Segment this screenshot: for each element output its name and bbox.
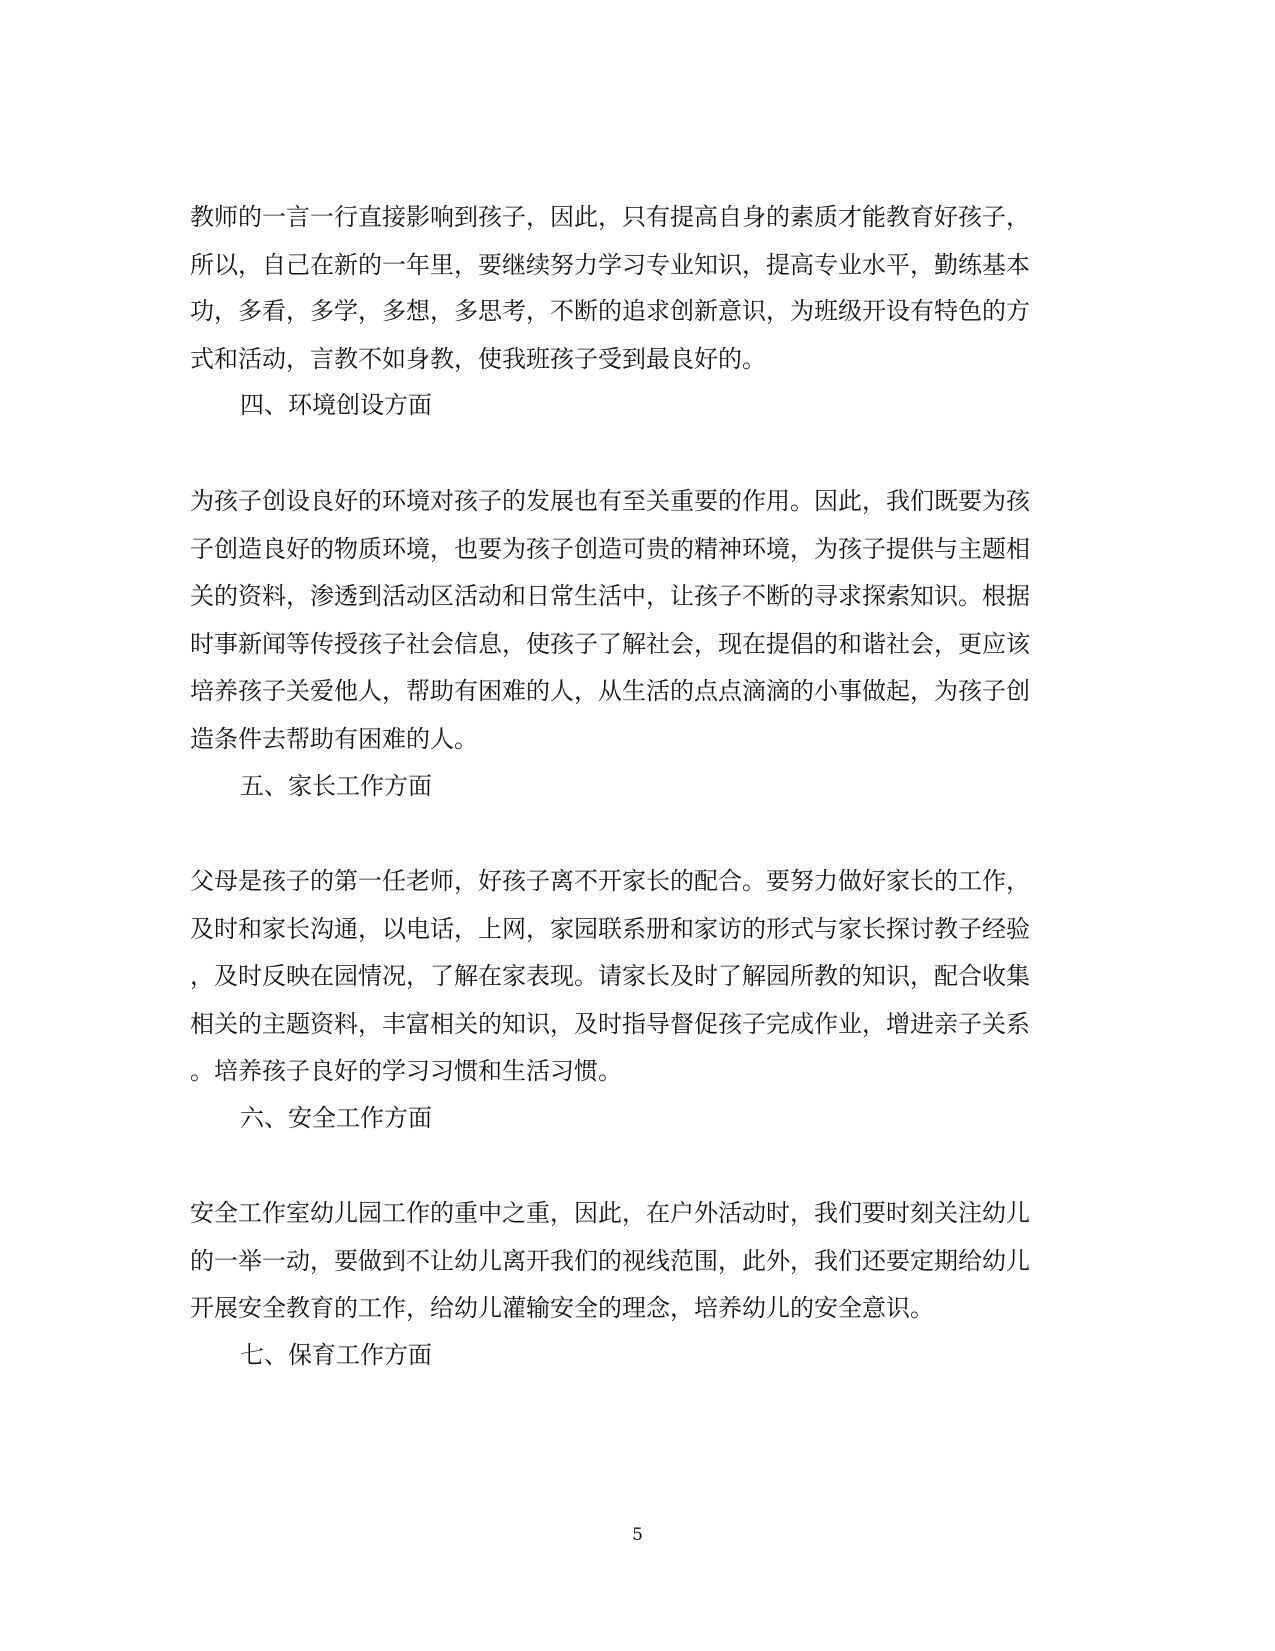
section-heading-safety: 六、安全工作方面 [240,1104,432,1132]
paragraph-line: ，及时反映在园情况，了解在家表现。请家长及时了解园所教的知识，配合收集 [190,962,1030,990]
paragraph-line: 相关的主题资料，丰富相关的知识，及时指导督促孩子完成作业，增进亲子关系 [190,1010,1030,1038]
paragraph-line: 。培养孩子良好的学习习惯和生活习惯。 [190,1057,622,1085]
paragraph-line: 关的资料，渗透到活动区活动和日常生活中，让孩子不断的寻求探索知识。根据 [190,582,1030,610]
paragraph-line: 式和活动，言教不如身教，使我班孩子受到最良好的。 [190,345,766,373]
paragraph-line: 为孩子创设良好的环境对孩子的发展也有至关重要的作用。因此，我们既要为孩 [190,487,1030,515]
section-heading-care: 七、保育工作方面 [240,1341,432,1369]
section-heading-environment: 四、环境创设方面 [240,391,432,419]
paragraph-line: 安全工作室幼儿园工作的重中之重，因此，在户外活动时，我们要时刻关注幼儿 [190,1199,1030,1227]
paragraph-line: 的一举一动，要做到不让幼儿离开我们的视线范围，此外，我们还要定期给幼儿 [190,1247,1030,1275]
paragraph-line: 所以，自己在新的一年里，要继续努力学习专业知识，提高专业水平，勤练基本 [190,251,1030,279]
paragraph-line: 开展安全教育的工作，给幼儿灌输安全的理念，培养幼儿的安全意识。 [190,1294,934,1322]
paragraph-line: 教师的一言一行直接影响到孩子，因此，只有提高自身的素质才能教育好孩子， [190,203,1030,231]
paragraph-line: 及时和家长沟通，以电话，上网，家园联系册和家访的形式与家长探讨教子经验 [190,915,1030,943]
paragraph-line: 时事新闻等传授孩子社会信息，使孩子了解社会，现在提倡的和谐社会，更应该 [190,630,1030,658]
paragraph-line: 培养孩子关爱他人，帮助有困难的人，从生活的点点滴滴的小事做起，为孩子创 [190,677,1030,705]
page-number: 5 [632,1525,643,1545]
paragraph-line: 子创造良好的物质环境，也要为孩子创造可贵的精神环境，为孩子提供与主题相 [190,535,1030,563]
section-heading-parents: 五、家长工作方面 [240,772,432,800]
paragraph-line: 造条件去帮助有困难的人。 [190,725,478,753]
paragraph-line: 父母是孩子的第一任老师，好孩子离不开家长的配合。要努力做好家长的工作， [190,867,1030,895]
paragraph-line: 功，多看，多学，多想，多思考，不断的追求创新意识，为班级开设有特色的方 [190,297,1030,325]
